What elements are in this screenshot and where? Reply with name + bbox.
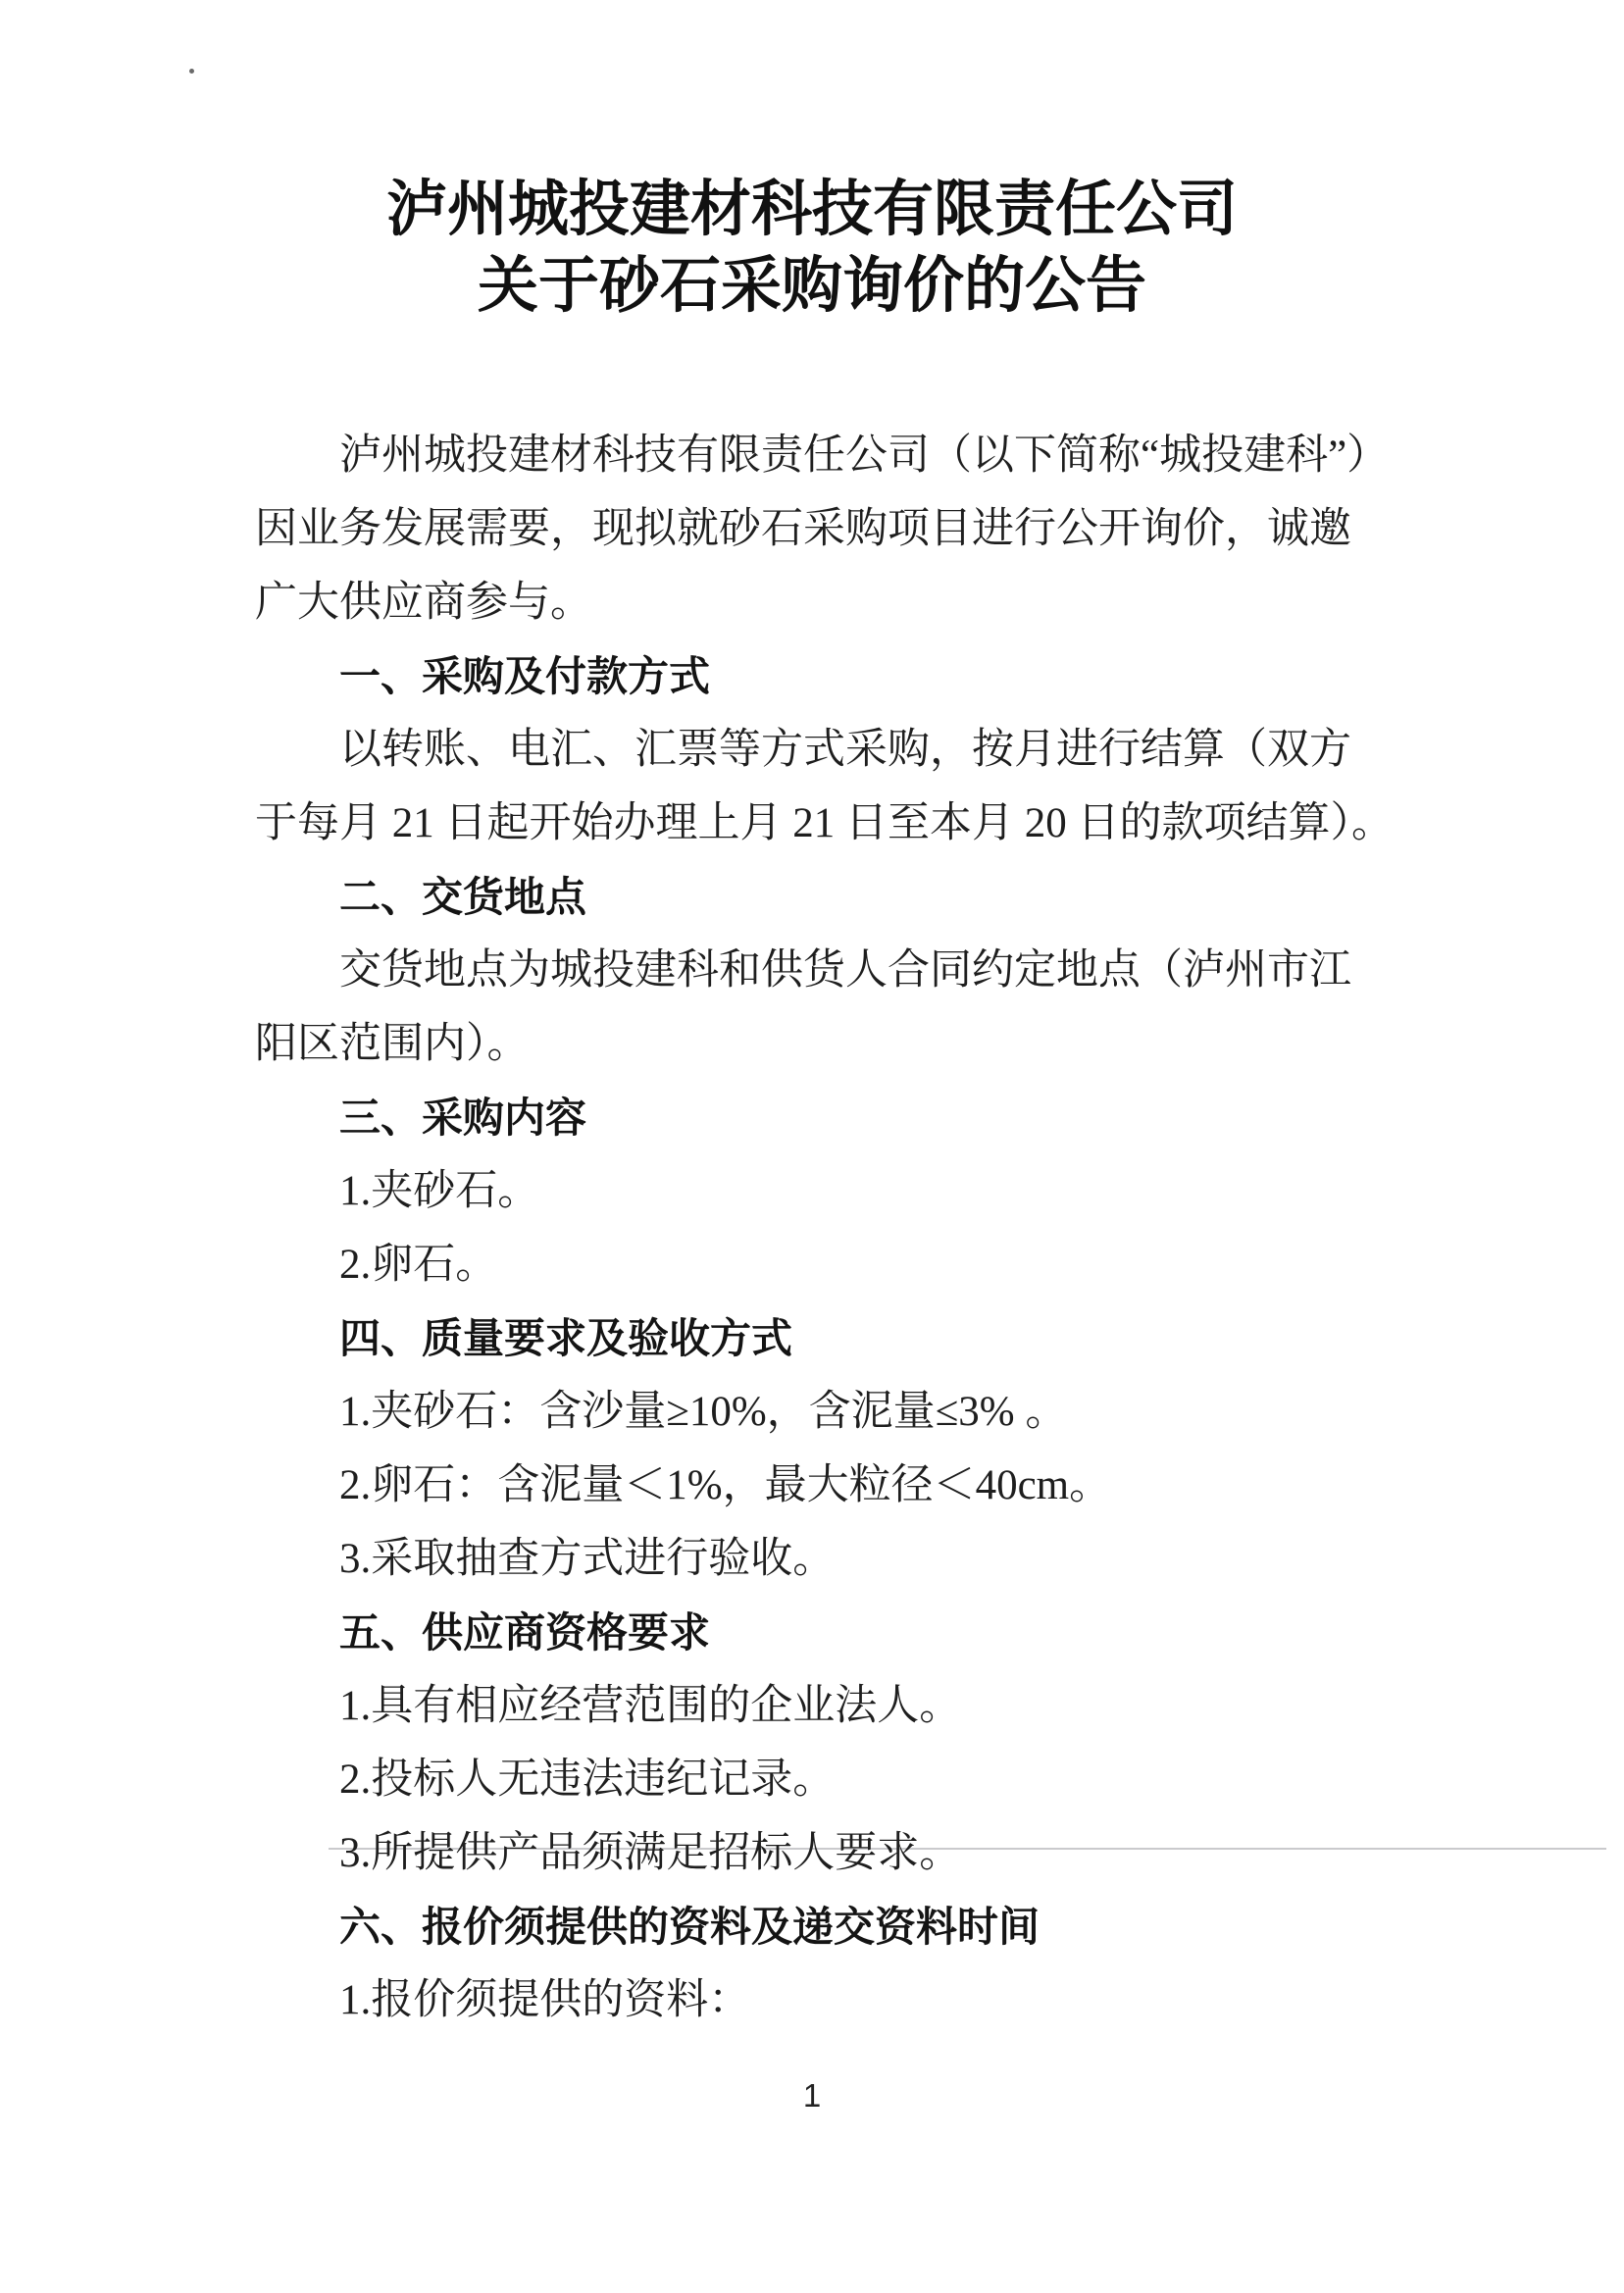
document-title-line1: 泸州城投建材科技有限责任公司 [385,177,1238,243]
section-heading-4: 四、质量要求及验收方式 [339,1315,793,1361]
document-body [255,419,1393,2037]
scan-speck-artifact [189,69,194,74]
section-heading-6: 六、报价须提供的资料及递交资料时间 [339,1904,1040,1950]
section-heading-5: 五、供应商资格要求 [339,1609,711,1656]
list-item: 2.卵石：含泥量＜1%，最大粒径＜40cm。 [339,1462,1112,1508]
list-item: 3.采取抽查方式进行验收。 [339,1536,836,1582]
section-heading-2: 二、交货地点 [339,874,587,920]
document-title-line2: 关于砂石采购询价的公告 [477,253,1146,320]
paragraph-line: 以转账、电汇、汇票等方式采购，按月进行结算（双方 [339,727,1351,773]
paragraph-line: 泸州城投建材科技有限责任公司（以下简称“城投建科”） [339,433,1390,479]
section-heading-1: 一、采购及付款方式 [339,653,711,699]
list-item: 2.卵石。 [339,1242,498,1288]
list-item: 3.所提供产品须满足招标人要求。 [339,1830,962,1876]
list-item: 1.报价须提供的资料： [339,1977,751,2023]
paragraph-line: 因业务发展需要，现拟就砂石采购项目进行公开询价，诚邀 [255,506,1351,552]
page-number: 1 [802,2077,822,2114]
paragraph-line: 交货地点为城投建科和供货人合同约定地点（泸州市江 [339,947,1351,994]
list-item: 2.投标人无违法违纪记录。 [339,1757,836,1803]
list-item: 1.夹砂石。 [339,1168,540,1214]
section-heading-3: 三、采购内容 [339,1095,587,1141]
paragraph-line: 广大供应商参与。 [255,580,592,626]
paragraph-line: 阳区范围内）。 [255,1021,530,1067]
document-title [0,172,1624,325]
list-item: 1.具有相应经营范围的企业法人。 [339,1683,962,1729]
list-item: 1.夹砂石：含沙量≥10%，含泥量≤3% 。 [339,1389,1068,1435]
paragraph-line: 于每月 21 日起开始办理上月 21 日至本月 20 日的款项结算）。 [255,800,1394,846]
